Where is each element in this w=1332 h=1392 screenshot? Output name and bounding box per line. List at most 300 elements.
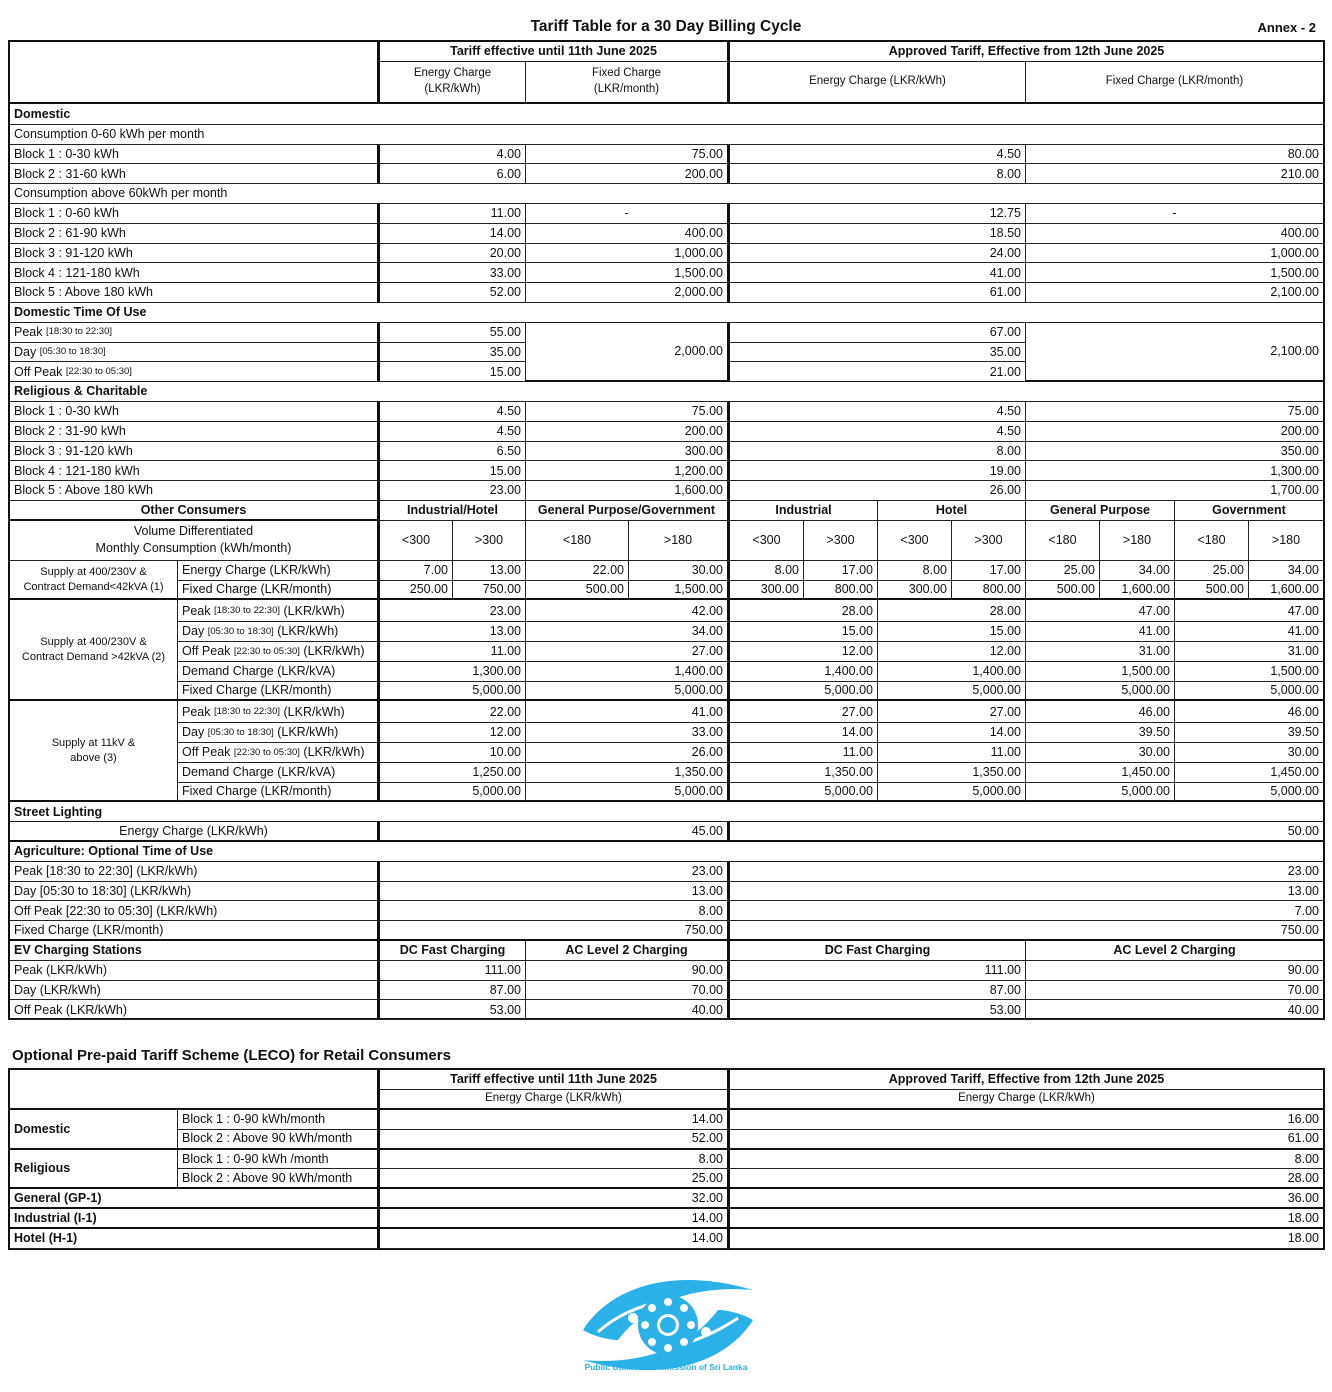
- threshold-new: >180: [1100, 521, 1175, 561]
- subsection-domestic-low: Consumption 0-60 kWh per month: [10, 125, 1323, 145]
- supply3-new-value: 46.00: [1026, 701, 1175, 723]
- ev-new-ac: 90.00: [1026, 961, 1323, 981]
- supply3-row-label: Fixed Charge (LKR/month): [178, 783, 380, 803]
- domestic-high-row-new-fixed: 2,100.00: [1026, 283, 1323, 303]
- supply1-new-value: 34.00: [1100, 561, 1175, 581]
- row-time: [22:30 to 05:30]: [233, 645, 300, 657]
- domestic-high-row-old-fixed: 1,500.00: [526, 263, 730, 283]
- street-lighting-new: 50.00: [730, 822, 1323, 842]
- threshold-old: <180: [526, 521, 629, 561]
- tou-time: [18:30 to 22:30]: [45, 326, 113, 338]
- supply2-new-value: 47.00: [1026, 600, 1175, 622]
- supply1-label: [10, 561, 178, 601]
- prepaid-tariff-table: [8, 1068, 1325, 1250]
- header-old-tariff: Tariff effective until 11th June 2025: [380, 42, 730, 62]
- agriculture-old: 8.00: [380, 901, 730, 921]
- main-tariff-table: [8, 40, 1325, 1020]
- domestic-low-row-new-fixed: 80.00: [1026, 145, 1323, 165]
- domestic-high-row-new-energy: 24.00: [730, 244, 1026, 264]
- supply3-label-1: Supply at 11kV &: [51, 737, 136, 750]
- supply3-new-value: 1,350.00: [878, 763, 1026, 783]
- row-label: Peak: [182, 704, 211, 719]
- prepaid-sub-old: Energy Charge (LKR/kWh): [380, 1090, 730, 1110]
- religious-row-old-energy: 4.50: [380, 402, 526, 422]
- prepaid-single-label: General (GP-1): [10, 1189, 380, 1209]
- domestic-high-row-old-energy: 20.00: [380, 244, 526, 264]
- annex-label: Annex - 2: [1257, 20, 1316, 35]
- supply1-new-value: 300.00: [878, 581, 952, 601]
- religious-row-label: Block 4 : 121-180 kWh: [10, 461, 380, 481]
- supply3-new-value: 27.00: [730, 701, 878, 723]
- tou-label: Peak: [14, 324, 43, 339]
- page-title: Tariff Table for a 30 Day Billing Cycle: [530, 18, 802, 35]
- volume-differentiated-label: [10, 521, 380, 561]
- religious-row-old-energy: 15.00: [380, 461, 526, 481]
- supply2-new-value: 12.00: [730, 642, 878, 662]
- domestic-high-row-new-energy: 61.00: [730, 283, 1026, 303]
- prepaid-single-label: Hotel (H-1): [10, 1229, 380, 1249]
- supply3-new-value: 30.00: [1175, 743, 1323, 763]
- row-time: [05:30 to 18:30]: [207, 625, 274, 637]
- section-ev-charging: EV Charging Stations: [10, 941, 380, 961]
- supply1-label-1: Supply at 400/230V &: [40, 565, 147, 578]
- supply1-new-value: 8.00: [730, 561, 804, 581]
- tou-new-energy: 35.00: [730, 343, 1026, 363]
- header-old-fixed-label: Fixed Charge (LKR/month): [591, 67, 662, 95]
- supply3-new-value: 14.00: [730, 723, 878, 743]
- tou-old-fixed: 2,000.00: [526, 323, 730, 382]
- domestic-high-row-new-fixed: 1,000.00: [1026, 244, 1323, 264]
- ev-new-ac: 40.00: [1026, 1000, 1323, 1020]
- supply3-old-gp-gov: 5,000.00: [526, 783, 730, 803]
- row-time: [22:30 to 05:30]: [233, 746, 300, 758]
- religious-row-new-fixed: 350.00: [1026, 442, 1323, 462]
- supply1-row-label: Fixed Charge (LKR/month): [178, 581, 380, 601]
- row-unit: (LKR/kWh): [283, 603, 345, 618]
- prepaid-old-value: 14.00: [380, 1110, 730, 1130]
- prepaid-header-new: Approved Tariff, Effective from 12th June 2025: [730, 1070, 1323, 1090]
- supply1-new-value: 1,600.00: [1249, 581, 1323, 601]
- header-old-energy: [380, 62, 526, 104]
- religious-row-new-fixed: 1,700.00: [1026, 481, 1323, 501]
- ev-old-dc: 87.00: [380, 981, 526, 1001]
- volume-label-2: Monthly Consumption (kWh/month): [95, 541, 292, 556]
- domestic-low-row-label: Block 1 : 0-30 kWh: [10, 145, 380, 165]
- religious-row-old-fixed: 300.00: [526, 442, 730, 462]
- supply2-old-ind-hotel: 13.00: [380, 622, 526, 642]
- supply2-new-value: 5,000.00: [1026, 682, 1175, 702]
- group-new-3: Government: [1175, 501, 1323, 521]
- supply2-row-label: [178, 600, 380, 622]
- prepaid-single-old: 14.00: [380, 1209, 730, 1229]
- ev-old-dc-header: DC Fast Charging: [380, 941, 526, 961]
- supply2-new-value: 28.00: [878, 600, 1026, 622]
- row-unit: (LKR/kWh): [303, 644, 365, 659]
- street-lighting-old: 45.00: [380, 822, 730, 842]
- domestic-high-row-new-energy: 18.50: [730, 224, 1026, 244]
- ev-old-dc: 111.00: [380, 961, 526, 981]
- tou-row-label: [10, 323, 380, 343]
- supply2-new-value: 31.00: [1175, 642, 1323, 662]
- section-street-lighting: Street Lighting: [10, 802, 1323, 822]
- prepaid-single-new: 18.00: [730, 1209, 1323, 1229]
- supply1-new-value: 800.00: [952, 581, 1026, 601]
- domestic-high-row-label: Block 3 : 91-120 kWh: [10, 244, 380, 264]
- supply2-label-1: Supply at 400/230V &: [40, 636, 147, 649]
- domestic-low-row-old-energy: 6.00: [380, 164, 526, 184]
- supply1-old-value: 22.00: [526, 561, 629, 581]
- domestic-high-row-old-fixed: 400.00: [526, 224, 730, 244]
- supply2-new-value: 41.00: [1175, 622, 1323, 642]
- threshold-new: <180: [1175, 521, 1249, 561]
- religious-row-old-energy: 23.00: [380, 481, 526, 501]
- supply3-old-ind-hotel: 5,000.00: [380, 783, 526, 803]
- ev-old-ac: 40.00: [526, 1000, 730, 1020]
- supply1-new-value: 34.00: [1249, 561, 1323, 581]
- agriculture-row-label: Peak [18:30 to 22:30] (LKR/kWh): [10, 862, 380, 882]
- row-label: Off Peak: [182, 644, 231, 659]
- row-unit: (LKR/kWh): [303, 745, 365, 760]
- supply3-new-value: 1,350.00: [730, 763, 878, 783]
- prepaid-single-old: 14.00: [380, 1229, 730, 1249]
- supply3-new-value: 39.50: [1026, 723, 1175, 743]
- tou-old-energy: 35.00: [380, 343, 526, 363]
- supply3-new-value: 1,450.00: [1026, 763, 1175, 783]
- header-blank: [10, 42, 380, 104]
- religious-row-new-fixed: 75.00: [1026, 402, 1323, 422]
- group-new-1: Hotel: [878, 501, 1026, 521]
- agriculture-new: 7.00: [730, 901, 1323, 921]
- supply3-old-ind-hotel: 1,250.00: [380, 763, 526, 783]
- domestic-high-row-old-fixed: 2,000.00: [526, 283, 730, 303]
- ev-row-label: Off Peak (LKR/kWh): [10, 1000, 380, 1020]
- row-label: Off Peak: [182, 745, 231, 760]
- group-new-2: General Purpose: [1026, 501, 1175, 521]
- supply3-label-2: above (3): [70, 751, 117, 764]
- street-lighting-label: Energy Charge (LKR/kWh): [10, 822, 380, 842]
- subsection-domestic-high: Consumption above 60kWh per month: [10, 184, 1323, 204]
- supply3-old-gp-gov: 33.00: [526, 723, 730, 743]
- agriculture-row-label: Off Peak [22:30 to 05:30] (LKR/kWh): [10, 901, 380, 921]
- supply3-row-label: [178, 701, 380, 723]
- row-unit: (LKR/kWh): [277, 624, 339, 639]
- agriculture-old: 13.00: [380, 882, 730, 902]
- agriculture-new: 750.00: [730, 921, 1323, 941]
- threshold-new: <300: [878, 521, 952, 561]
- religious-row-old-fixed: 1,200.00: [526, 461, 730, 481]
- volume-label-1: Volume Differentiated: [133, 524, 254, 539]
- ev-row-label: Peak (LKR/kWh): [10, 961, 380, 981]
- supply3-new-value: 46.00: [1175, 701, 1323, 723]
- supply2-new-value: 31.00: [1026, 642, 1175, 662]
- supply2-old-ind-hotel: 5,000.00: [380, 682, 526, 702]
- religious-row-label: Block 5 : Above 180 kWh: [10, 481, 380, 501]
- domestic-low-row-new-energy: 4.50: [730, 145, 1026, 165]
- supply2-new-value: 41.00: [1026, 622, 1175, 642]
- supply2-new-value: 47.00: [1175, 600, 1323, 622]
- prepaid-row-label: Block 1 : 0-90 kWh/month: [178, 1110, 380, 1130]
- prepaid-new-value: 28.00: [730, 1169, 1323, 1189]
- threshold-old: >180: [629, 521, 730, 561]
- section-domestic-tou: Domestic Time Of Use: [10, 303, 1323, 323]
- tou-old-energy: 55.00: [380, 323, 526, 343]
- prepaid-single-new: 36.00: [730, 1189, 1323, 1209]
- religious-row-new-energy: 19.00: [730, 461, 1026, 481]
- supply3-new-value: 11.00: [730, 743, 878, 763]
- prepaid-title: Optional Pre-paid Tariff Scheme (LECO) for Retail Consumers: [12, 1047, 451, 1064]
- ev-new-dc: 87.00: [730, 981, 1026, 1001]
- domestic-low-row-old-fixed: 75.00: [526, 145, 730, 165]
- prepaid-new-value: 16.00: [730, 1110, 1323, 1130]
- ev-old-dc: 53.00: [380, 1000, 526, 1020]
- supply3-row-label: [178, 743, 380, 763]
- supply1-new-value: 500.00: [1026, 581, 1100, 601]
- supply2-old-gp-gov: 27.00: [526, 642, 730, 662]
- domestic-high-row-old-energy: 11.00: [380, 204, 526, 224]
- prepaid-sub-new: Energy Charge (LKR/kWh): [730, 1090, 1323, 1110]
- header-old-fixed: [526, 62, 730, 104]
- religious-row-old-energy: 4.50: [380, 422, 526, 442]
- prepaid-old-value: 52.00: [380, 1130, 730, 1150]
- header-old-energy-label: Energy Charge (LKR/kWh): [413, 67, 492, 95]
- agriculture-row-label: Day [05:30 to 18:30] (LKR/kWh): [10, 882, 380, 902]
- domestic-high-row-old-fixed: -: [526, 204, 730, 224]
- group-new-0: Industrial: [730, 501, 878, 521]
- religious-row-label: Block 2 : 31-90 kWh: [10, 422, 380, 442]
- supply3-new-value: 11.00: [878, 743, 1026, 763]
- row-label: Peak: [182, 603, 211, 618]
- prepaid-new-value: 8.00: [730, 1150, 1323, 1170]
- supply1-new-value: 800.00: [804, 581, 878, 601]
- supply1-old-value: 13.00: [453, 561, 526, 581]
- threshold-new: >180: [1249, 521, 1323, 561]
- supply2-new-value: 15.00: [878, 622, 1026, 642]
- row-label: Day: [182, 725, 205, 740]
- supply2-new-value: 1,500.00: [1026, 662, 1175, 682]
- domestic-high-row-old-energy: 33.00: [380, 263, 526, 283]
- supply2-new-value: 5,000.00: [730, 682, 878, 702]
- supply2-old-ind-hotel: 1,300.00: [380, 662, 526, 682]
- domestic-high-row-new-fixed: -: [1026, 204, 1323, 224]
- tou-new-fixed: 2,100.00: [1026, 323, 1323, 382]
- supply2-row-label: [178, 642, 380, 662]
- domestic-high-row-old-fixed: 1,000.00: [526, 244, 730, 264]
- agriculture-old: 23.00: [380, 862, 730, 882]
- supply2-new-value: 12.00: [878, 642, 1026, 662]
- threshold-old: >300: [453, 521, 526, 561]
- ev-row-label: Day (LKR/kWh): [10, 981, 380, 1001]
- domestic-low-row-new-energy: 8.00: [730, 164, 1026, 184]
- domestic-high-row-label: Block 4 : 121-180 kWh: [10, 263, 380, 283]
- supply1-new-value: 17.00: [804, 561, 878, 581]
- domestic-high-row-new-energy: 41.00: [730, 263, 1026, 283]
- domestic-low-row-old-fixed: 200.00: [526, 164, 730, 184]
- supply1-new-value: 1,600.00: [1100, 581, 1175, 601]
- tou-label: Off Peak: [14, 364, 63, 379]
- religious-row-new-fixed: 1,300.00: [1026, 461, 1323, 481]
- prepaid-old-value: 25.00: [380, 1169, 730, 1189]
- threshold-old: <300: [380, 521, 453, 561]
- header-new-fixed: Fixed Charge (LKR/month): [1026, 62, 1323, 104]
- supply1-row-label: Energy Charge (LKR/kWh): [178, 561, 380, 581]
- supply3-row-label: [178, 723, 380, 743]
- supply3-new-value: 5,000.00: [1026, 783, 1175, 803]
- threshold-new: <300: [730, 521, 804, 561]
- supply2-new-value: 15.00: [730, 622, 878, 642]
- supply3-new-value: 5,000.00: [1175, 783, 1323, 803]
- agriculture-old: 750.00: [380, 921, 730, 941]
- supply2-new-value: 5,000.00: [878, 682, 1026, 702]
- row-time: [05:30 to 18:30]: [207, 726, 274, 738]
- prepaid-header-blank: [10, 1070, 380, 1110]
- supply3-new-value: 27.00: [878, 701, 1026, 723]
- supply2-old-gp-gov: 42.00: [526, 600, 730, 622]
- supply2-new-value: 5,000.00: [1175, 682, 1323, 702]
- supply1-label-2: Contract Demand<42kVA (1): [23, 580, 164, 593]
- supply2-new-value: 1,500.00: [1175, 662, 1323, 682]
- supply2-row-label: Demand Charge (LKR/kVA): [178, 662, 380, 682]
- prepaid-new-value: 61.00: [730, 1130, 1323, 1150]
- supply2-label: [10, 600, 178, 701]
- group-gp-government: General Purpose/Government: [526, 501, 730, 521]
- section-domestic: Domestic: [10, 105, 1323, 125]
- domestic-high-row-label: Block 2 : 61-90 kWh: [10, 224, 380, 244]
- section-agriculture: Agriculture: Optional Time of Use: [10, 842, 1323, 862]
- ev-new-dc: 111.00: [730, 961, 1026, 981]
- ev-new-ac: 70.00: [1026, 981, 1323, 1001]
- religious-row-label: Block 1 : 0-30 kWh: [10, 402, 380, 422]
- religious-row-new-fixed: 200.00: [1026, 422, 1323, 442]
- supply1-new-value: 300.00: [730, 581, 804, 601]
- supply3-new-value: 14.00: [878, 723, 1026, 743]
- domestic-high-row-new-fixed: 400.00: [1026, 224, 1323, 244]
- supply2-label-2: Contract Demand >42kVA (2): [21, 650, 166, 663]
- supply2-old-gp-gov: 5,000.00: [526, 682, 730, 702]
- religious-row-new-energy: 26.00: [730, 481, 1026, 501]
- supply2-new-value: 1,400.00: [878, 662, 1026, 682]
- prepaid-old-value: 8.00: [380, 1150, 730, 1170]
- religious-row-old-energy: 6.50: [380, 442, 526, 462]
- ev-new-ac-header: AC Level 2 Charging: [1026, 941, 1323, 961]
- domestic-high-row-new-fixed: 1,500.00: [1026, 263, 1323, 283]
- ev-old-ac: 70.00: [526, 981, 730, 1001]
- supply3-old-gp-gov: 1,350.00: [526, 763, 730, 783]
- tou-time: [05:30 to 18:30]: [39, 346, 106, 358]
- row-label: Day: [182, 624, 205, 639]
- supply3-new-value: 5,000.00: [730, 783, 878, 803]
- puc-logo-text: Public Utilities Commission of Sri Lanka: [584, 1362, 748, 1372]
- prepaid-row-label: Block 2 : Above 90 kWh/month: [178, 1169, 380, 1189]
- supply1-new-value: 25.00: [1175, 561, 1249, 581]
- domestic-high-row-label: Block 5 : Above 180 kWh: [10, 283, 380, 303]
- row-time: [18:30 to 22:30]: [213, 706, 281, 718]
- supply1-old-value: 750.00: [453, 581, 526, 601]
- supply2-row-label: Fixed Charge (LKR/month): [178, 682, 380, 702]
- supply2-new-value: 28.00: [730, 600, 878, 622]
- supply3-old-ind-hotel: 10.00: [380, 743, 526, 763]
- tou-new-energy: 21.00: [730, 362, 1026, 382]
- supply2-old-ind-hotel: 23.00: [380, 600, 526, 622]
- prepaid-header-old: Tariff effective until 11th June 2025: [380, 1070, 730, 1090]
- row-unit: (LKR/kWh): [277, 725, 339, 740]
- prepaid-single-old: 32.00: [380, 1189, 730, 1209]
- domestic-high-row-old-energy: 14.00: [380, 224, 526, 244]
- tou-label: Day: [14, 344, 37, 359]
- threshold-new: >300: [804, 521, 878, 561]
- header-new-energy: Energy Charge (LKR/kWh): [730, 62, 1026, 104]
- header-new-tariff: Approved Tariff, Effective from 12th June 2025: [730, 42, 1323, 62]
- prepaid-row-label: Block 2 : Above 90 kWh/month: [178, 1130, 380, 1150]
- row-unit: (LKR/kWh): [283, 704, 345, 719]
- row-time: [18:30 to 22:30]: [213, 605, 281, 617]
- religious-row-old-fixed: 200.00: [526, 422, 730, 442]
- supply2-row-label: [178, 622, 380, 642]
- religious-row-old-fixed: 1,600.00: [526, 481, 730, 501]
- supply3-new-value: 30.00: [1026, 743, 1175, 763]
- supply2-new-value: 1,400.00: [730, 662, 878, 682]
- ev-new-dc: 53.00: [730, 1000, 1026, 1020]
- tou-time: [22:30 to 05:30]: [65, 366, 132, 378]
- agriculture-row-label: Fixed Charge (LKR/month): [10, 921, 380, 941]
- prepaid-single-label: Industrial (I-1): [10, 1209, 380, 1229]
- prepaid-row-label: Block 1 : 0-90 kWh /month: [178, 1150, 380, 1170]
- threshold-new: >300: [952, 521, 1026, 561]
- supply2-old-gp-gov: 34.00: [526, 622, 730, 642]
- supply3-old-ind-hotel: 22.00: [380, 701, 526, 723]
- supply1-old-value: 500.00: [526, 581, 629, 601]
- supply2-old-ind-hotel: 11.00: [380, 642, 526, 662]
- supply1-old-value: 250.00: [380, 581, 453, 601]
- supply1-old-value: 1,500.00: [629, 581, 730, 601]
- religious-row-old-fixed: 75.00: [526, 402, 730, 422]
- supply1-old-value: 30.00: [629, 561, 730, 581]
- supply1-old-value: 7.00: [380, 561, 453, 581]
- prepaid-religious-label: Religious: [10, 1150, 178, 1190]
- supply3-old-gp-gov: 26.00: [526, 743, 730, 763]
- domestic-high-row-old-energy: 52.00: [380, 283, 526, 303]
- tou-row-label: [10, 343, 380, 363]
- supply1-new-value: 500.00: [1175, 581, 1249, 601]
- supply3-old-gp-gov: 41.00: [526, 701, 730, 723]
- ev-old-ac-header: AC Level 2 Charging: [526, 941, 730, 961]
- domestic-low-row-new-fixed: 210.00: [1026, 164, 1323, 184]
- prepaid-domestic-label: Domestic: [10, 1110, 178, 1150]
- religious-row-new-energy: 8.00: [730, 442, 1026, 462]
- supply3-label: [10, 701, 178, 802]
- supply1-new-value: 25.00: [1026, 561, 1100, 581]
- religious-row-label: Block 3 : 91-120 kWh: [10, 442, 380, 462]
- religious-row-new-energy: 4.50: [730, 402, 1026, 422]
- tou-row-label: [10, 362, 380, 382]
- prepaid-single-new: 18.00: [730, 1229, 1323, 1249]
- domestic-high-row-new-energy: 12.75: [730, 204, 1026, 224]
- domestic-low-row-old-energy: 4.00: [380, 145, 526, 165]
- supply3-row-label: Demand Charge (LKR/kVA): [178, 763, 380, 783]
- tou-old-energy: 15.00: [380, 362, 526, 382]
- agriculture-new: 23.00: [730, 862, 1323, 882]
- ev-new-dc-header: DC Fast Charging: [730, 941, 1026, 961]
- religious-row-new-energy: 4.50: [730, 422, 1026, 442]
- supply3-new-value: 1,450.00: [1175, 763, 1323, 783]
- supply3-old-ind-hotel: 12.00: [380, 723, 526, 743]
- section-other-consumers: Other Consumers: [10, 501, 380, 521]
- domestic-low-row-label: Block 2 : 31-60 kWh: [10, 164, 380, 184]
- section-religious: Religious & Charitable: [10, 382, 1323, 402]
- group-industrial-hotel: Industrial/Hotel: [380, 501, 526, 521]
- supply3-new-value: 5,000.00: [878, 783, 1026, 803]
- domestic-high-row-label: Block 1 : 0-60 kWh: [10, 204, 380, 224]
- supply3-new-value: 39.50: [1175, 723, 1323, 743]
